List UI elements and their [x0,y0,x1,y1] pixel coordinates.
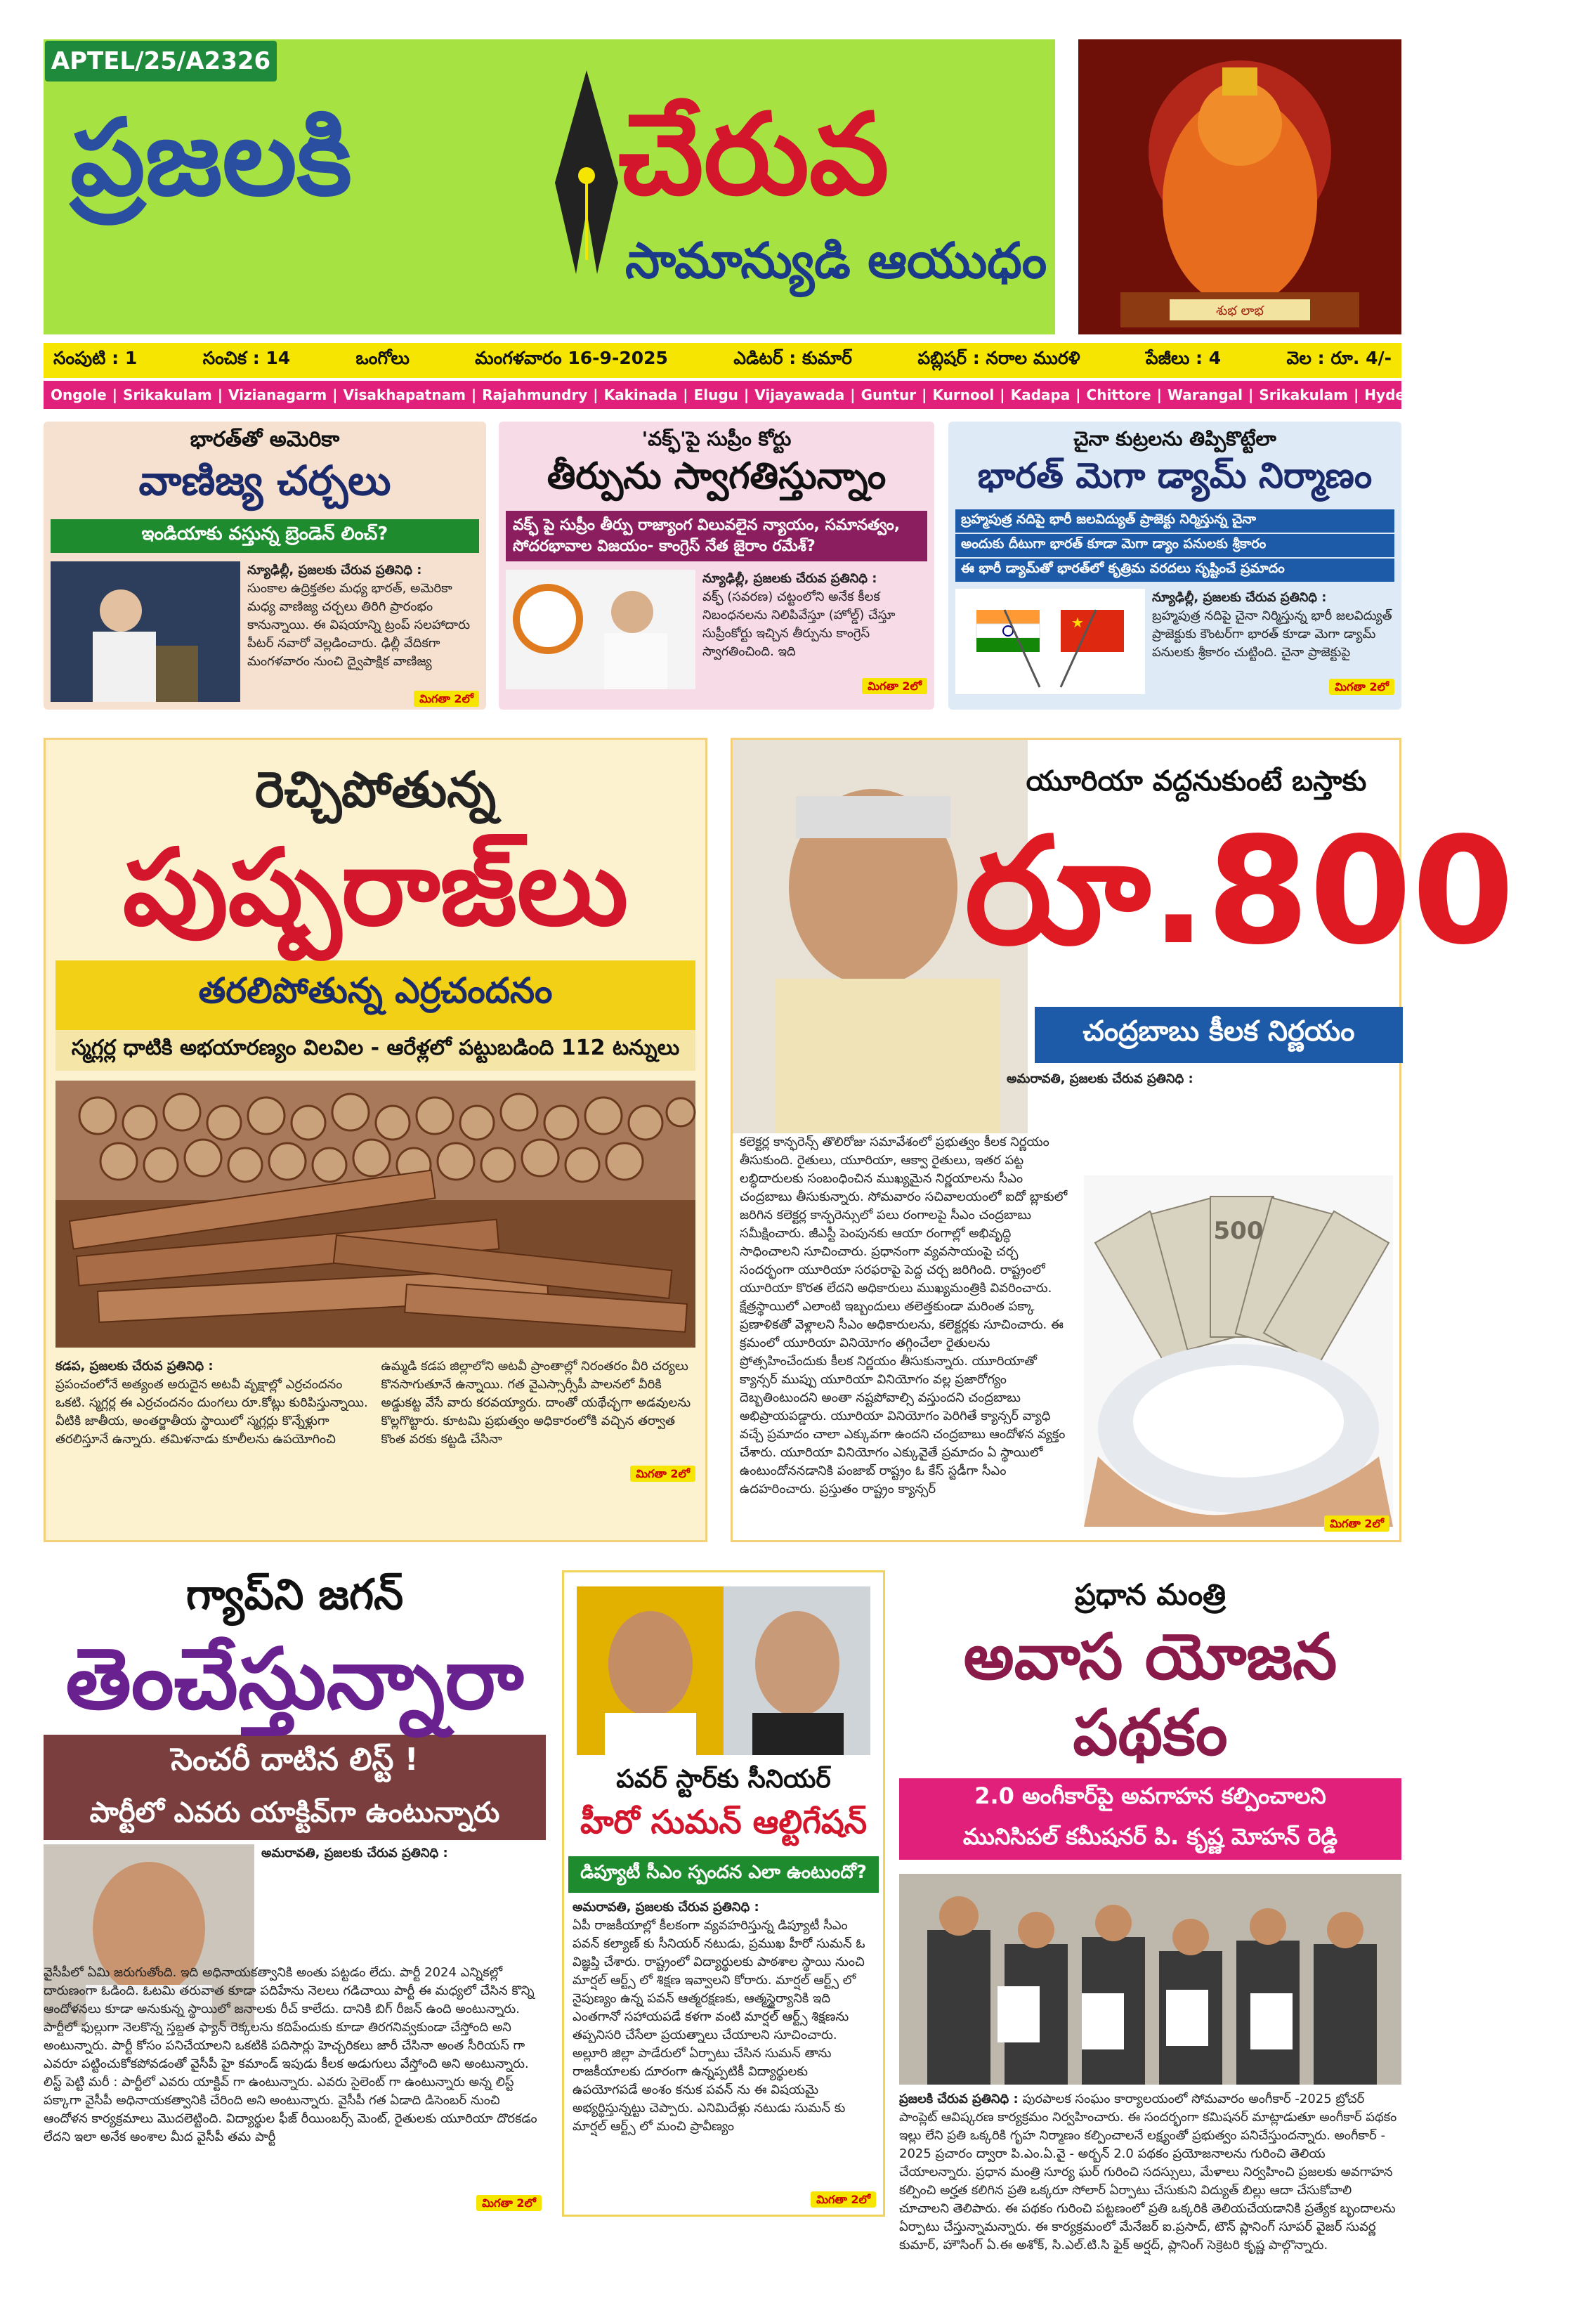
story-band-1: సెంచరీ దాటిన లిస్ట్ ! [44,1735,546,1792]
modi-photo [51,561,240,702]
continued-tag: మిగతా 2లో [476,2195,542,2211]
story-kicker: గ్యాప్‌ని జగన్ [185,1570,404,1619]
city-separator: | [1075,386,1081,403]
story-band: ఇండియాకు వస్తున్న బ్రెండెన్ లించ్? [51,519,479,553]
story-body-left: ప్రపంచంలోనే అత్యంత అరుదైన అటవీ వృక్షాల్లో ఎర్రచందనం ఒకటి. స్మగ్లర్ల ఈ ఎర్రచందనం దుంగలు రూ.కోట్లు కురిపిస్తున్నాయి. వీటికి జాతీయ, అంతర్జాతీయ స్థాయిలో స్మగ్లర్లు కొన్నేళ్లుగా తరలిస్తూనే ఉన్నారు. తమిళనాడు కూలీలను ఉపయోగించి [55,1377,368,1447]
pen-nib-icon [548,70,625,274]
continued-tag: మిగతా 2లో [414,691,479,707]
city-item: Visakhapatnam [343,386,466,403]
story-headline: హీరో సుమన్ ఆల్టిగేషన్ [580,1803,867,1841]
city-item: Kakinada [603,386,678,403]
registration-number: APTEL/25/A2326 [45,41,277,82]
city-editions-bar [44,381,1596,409]
city-separator: | [743,386,750,403]
story-body-right: ఉమ్మడి కడప జిల్లాలోని అటవీ ప్రాంతాల్లో నిరంతరం వీరి చర్యలు కొనసాగుతూనే ఉన్నాయి. గత వైఎస్సార్సీపీ పాలనలో వీరికి అడ్డుకట్ట వేసే వారు కరవయ్యారు. దాంతో యథేచ్ఛగా అడవులను కొల్లగొట్టారు. కూటమి ప్రభుత్వం అధికారంలోకి వచ్చిన తర్వాత కొంత వరకు కట్టడి చేసినా [381,1359,691,1447]
story-band-1: బ్రహ్మపుత్ర నదిపై భారీ జలవిద్యుత్ ప్రాజెక్టు నిర్మిస్తున్న చైనా [955,509,1394,533]
ganesha-image [1078,39,1401,334]
story-trade-talks [44,422,486,710]
story-band: తరలిపోతున్న ఎర్రచందనం [55,960,695,1030]
money-urea-photo [1084,1175,1393,1527]
city-item: Rajahmundry [482,386,588,403]
story-kicker: పవర్ స్టార్‌కు సీనియర్ [616,1765,831,1794]
story-band-2: పార్టీలో ఎవరు యాక్టివ్‌గా ఉంటున్నారు [44,1792,546,1840]
story-headline: భారత్ మెగా డ్యామ్ నిర్మాణం [977,455,1373,496]
continued-tag: మిగతా 2లో [811,2191,876,2208]
price: వెల : రూ. 4/- [1286,348,1392,368]
city-item: Kurnool [932,386,995,403]
continued-tag: మిగతా 2లో [630,1466,695,1482]
story-kicker: చైనా కుట్రలను తిప్పికొట్టేలా [1073,427,1276,450]
story-body: సుంకాల ఉద్రిక్తతల మధ్య భారత్, అమెరికా మధ్య వాణిజ్య చర్చలు తిరిగి ప్రారంభం కానున్నాయి. ఈ విషయాన్ని ట్రంప్ సలహాదారు పీటర్ నవారో వెల్లడించారు. ఢిల్లీ వేదికగా మంగళవారం నుంచి ద్వైపాక్షిక వాణిజ్య [247,581,471,669]
story-urea [731,738,1515,1542]
city-separator: | [471,386,477,403]
story-byline: న్యూఢిల్లీ, ప్రజలకు చేరువ ప్రతినిధి : [702,571,877,586]
continued-tag: మిగతా 2లో [1324,1515,1389,1532]
city-separator: | [850,386,856,403]
story-headline: పుష్పరాజ్‌లు [122,827,629,949]
city-item: Warangal [1167,386,1243,403]
city-separator: | [1000,386,1005,403]
story-byline: న్యూఢిల్లీ, ప్రజలకు చేరువ ప్రతినిధి : [247,563,422,578]
story-byline: కడప, ప్రజలకు చేరువ ప్రతినిధి : [55,1359,214,1374]
city-item: Ongole [51,386,107,403]
issue: సంచిక : 14 [202,348,291,368]
city-separator: | [217,386,223,403]
story-body: వైసీపీలో ఏమి జరుగుతోంది. ఇది అధినాయకత్వానికి అంతు పట్టడం లేదు. పార్టీ 2024 ఎన్నికల్లో దారుణంగా ఓడింది. ఓటమి తరువాత కూడా పదిహేను నెలలు గడిచాయి పార్టీ ఈ మధ్యలో చేసిన కొన్ని ఆందోళనలు కూడా అనుకున్న స్థాయిలో జనాలకు రీచ్ కాలేదు. దానికి బిగ్ రీజన్ ఉంది అంటున్నారు. పార్టీలో ఫుల్లుగా నెలకొన్న స్తబ్దత ఫ్యాన్ రెక్కలను కదిపేందుకు కూడా తిరగనివ్వకుండా చేస్తోంది అని అంటున్నారు. పార్టీ కోసం పనిచేయాలని ఒకటికి పదిసార్లు హెచ్చరికలు జారీ చేసినా అంత సీరియస్ గా ఎవరూ పట్టించుకోకపోవడంతో వైసీపీ హై కమాండ్ ఇపుడు కీలక అడుగులు వేస్తోంది అని అంటున్నారు. లిస్ట్ పెట్టి మరీ : పార్టీలో ఎవరు యాక్టివ్ గా ఉంటున్నారు. ఎవరు సైలెంట్ గా ఉంటున్నారు అన్న లిస్ట్ పక్కాగా వైసీపీ అధినాయకత్వానికి చేరింది అని అంటున్నారు. వైసీపీ గత ఏడాది డిసెంబర్ నుంచి ఆందోళన కార్యక్రమాలు మొదలెట్టింది. విద్యార్థుల ఫీజ్ రీయింబర్స్ మెంట్, రైతులకు యూరియా దొరకడం లేదని ఇలా అనేక అంశాల మీద వైసీపీ తమ పార్టీ [44,1965,537,2144]
story-band: వక్ఫ్ పై సుప్రీం తీర్పు రాజ్యాంగ విలువలైన న్యాయం, సమానత్వం, సోదరభావాల విజయం- కాంగ్రెస్ నేత జైరాం రమేశ్? [506,511,927,561]
story-headline: రూ.800 [964,805,1515,977]
story-subhead: స్మగ్లర్ల ధాటికి అభయారణ్యం విలవిల - ఆరేళ్లలో పట్టుబడింది 112 టన్నులు [55,1030,695,1071]
story-waqf [499,422,934,710]
newspaper-title-left: ప్రజలకి [70,97,352,219]
issue-info-bar [44,343,1401,378]
pages: పేజీలు : 4 [1145,348,1222,368]
story-byline: ప్రజలకి చేరువ ప్రతినిధి : [899,2092,1019,2106]
story-kicker: భారత్‌తో అమెరికా [190,427,340,452]
editor: ఎడిటర్ : కుమార్ [733,348,853,368]
india-china-flags-image [955,589,1145,694]
story-body: ఏపీ రాజకీయాల్లో కీలకంగా వ్యవహరిస్తున్న డిప్యూటీ సీఎం పవన్ కల్యాణ్ కు సీనియర్ నటుడు, ప్రముఖ హీరో సుమన్ ఓ విజ్ఞప్తి చేశారు. రాష్ట్రంలో విద్యార్థులకు పాఠశాల స్థాయి నుంచి మార్షల్ ఆర్ట్స్ లో శిక్షణ ఇవ్వాలని కోరారు. మార్షల్ ఆర్ట్స్ లో నైపుణ్యం ఉన్న పవన్ ఆత్మరక్షణకు, ఆత్మస్థైర్యానికి ఇది ఎంతగానో సహాయపడే కళగా వంటి మార్షల్ ఆర్ట్స్ శిక్షణను తప్పనిసరి చేసేలా ప్రయత్నాలు చేయాలని సూచించారు. అల్లూరి జిల్లా పాడేరులో ఏర్పాటు చేసిన సుమన్ తాను రాజకీయాలకు దూరంగా ఉన్నప్పటికీ విద్యార్థులకు ఉపయోగపడే అంశం కనుక పవన్ ను ఈ విషయమై అభ్యర్థిస్తున్నట్టు చెప్పారు. ఎనిమిదేళ్లు నటుడు సుమన్ కు మార్షల్ ఆర్ట్స్ లో మంచి ప్రావీణ్యం [573,1918,865,2134]
city-item: Guntur [861,386,917,403]
date: మంగళవారం 16-9-2025 [475,348,668,368]
svg-text:★: ★ [1071,614,1084,631]
city-item: Chittore [1086,386,1151,403]
story-band-3: ఈ భారీ డ్యామ్‌తో భారత్‌లో కృత్రిమ వరదలు సృష్టించే ప్రమాదం [955,559,1394,582]
story-jagan [44,1570,546,2217]
newspaper-tagline: సామాన్యుడి ఆయుధం [625,232,1047,289]
city-separator: | [683,386,688,403]
newspaper-title-right: చేరువ [618,89,889,220]
story-byline: అమరావతి, ప్రజలకు చేరువ ప్రతినిధి : [573,1900,759,1915]
story-band-2: అందుకు దీటుగా భారత్ కూడా మెగా డ్యాం పనులకు శ్రీకారం [955,534,1394,557]
continued-tag: మిగతా 2లో [1329,679,1394,695]
story-band: చంద్రబాబు కీలక నిర్ణయం [1035,1007,1403,1063]
city-item: Elugu [693,386,738,403]
story-byline: న్యూఢిల్లీ, ప్రజలకు చేరువ ప్రతినిధి : [1152,590,1327,605]
story-band-1: 2.0 అంగీకార్‌పై అవగాహన కల్పించాలని [899,1778,1401,1819]
story-headline: తెంచేస్తున్నారా [65,1631,524,1728]
city-item: Vijayawada [754,386,845,403]
banknote-label: 500 [1213,1217,1264,1245]
story-byline: అమరావతి, ప్రజలకు చేరువ ప్రతినిధి : [1007,1071,1193,1086]
story-suman [562,1570,885,2217]
city-item: Srikakulam [1259,386,1348,403]
story-body: కలెక్టర్ల కాన్ఫరెన్స్ తొలిరోజు సమావేశంలో ప్రభుత్వం కీలక నిర్ణయం తీసుకుంది. రైతులు, యూరియా, ఆక్వా రైతులు, ఇతర పట్ట లబ్ధిదారులకు సంబంధించిన ముఖ్యమైన నిర్ణయాలను సీఎం చంద్రబాబు తీసుకున్నారు. సోమవారం సచివాలయంలో ఐదో బ్లాకులో జరిగిన కలెక్టర్ల కాన్ఫరెన్సులో పలు రంగాలపై సీఎం చంద్రబాబు సమీక్షించారు. జీఎస్టీ పెంపునకు ఆయా రంగాల్లో అభివృద్ధి సాధించాలని సూచించారు. ప్రధానంగా వ్యవసాయంపై చర్చ సందర్భంగా యూరియా సరఫరాపై పెద్ద చర్చ జరిగింది. రాష్ట్రంలో యూరియా కొరత లేదని అధికారులు ముఖ్యమంత్రికి వివరించారు. క్షేత్రస్థాయిలో ఎలాంటి ఇబ్బందులు తలెత్తకుండా మరింత పక్కా ప్రణాళికతో వెళ్లాలని సీఎం అధికారులను, కలెక్టర్లకు సూచించారు. ఈ క్రమంలో యూరియా వినియోగం తగ్గించేలా రైతులను ప్రోత్సహించేందుకు కీలక నిర్ణయం తీసుకున్నారు. యూరియాతో క్యాన్సర్ ముప్పు యూరియా వినియోగం వల్ల ప్రజారోగ్యం దెబ్బతింటుందని అంతా నష్టపోవాల్సి వస్తుందని చంద్రబాబు అభిప్రాయపడ్డారు. యూరియా వినియోగం పెరిగితే క్యాన్సర్ వ్యాధి వచ్చే ప్రమాదం చాలా ఎక్కువగా ఉందని చంద్రబాబు ఆందోళన వ్యక్తం చేశారు. యూరియా వినియోగం ఎక్కువైతే ప్రమాదం ఏ స్థాయిలో ఉంటుందోననడానికి పంజాబ్ రాష్ట్రం ఓ కేస్ స్టడీగా సీఎం ఉదహరించారు. ప్రస్తుతం రాష్ట్రం క్యాన్సర్ [740,1135,1068,1497]
story-band-2: మునిసిపల్ కమీషనర్ పి. కృష్ణ మోహన్ రెడ్డి [899,1819,1401,1860]
city-separator: | [1353,386,1359,403]
jairam-ramesh-photo [506,570,695,689]
story-headline: వాణిజ్య చర్చలు [138,457,391,504]
publisher: పబ్లిషర్ : నరాల మురళి [917,348,1080,368]
city-separator: | [593,386,598,403]
logo-text: శుభ లాభ [1216,304,1264,318]
city-separator: | [1248,386,1254,403]
story-body: పురపాలక సంఘం కార్యాలయంలో సోమవారం అంగీకార్ -2025 బ్రోచర్ పాంప్లెట్ ఆవిష్కరణ కార్యక్రమం నిర్వహించారు. ఈ సందర్భంగా కమిషనర్ మాట్లాడుతూ అంగీకార్ పథకం ఇల్లు లేని ప్రతి ఒక్కరికి గృహ నిర్మాణం కల్పించాలనే లక్ష్యంతో ప్రభుత్వం పనిచేస్తుందన్నారు. అంగీకార్ - 2025 ప్రచారం ద్వారా పి.ఎం.ఏ.వై - అర్బన్ 2.0 పథకం ప్రయోజనాలను గురించి తెలియ చేయాలన్నారు. ప్రధాన మంత్రి సూర్య ఘర్ గురించి సదస్సులు, మేళాలు నిర్వహించి ప్రజలకు అవగాహన కల్పించి అర్హత కలిగిన ప్రతి ఒక్కరూ సోలార్ ఏర్పాటు చేసుకుని విద్యుత్ బిల్లు ఆదా చేసుకోవాలి చూచాలని తెలిపారు. ఈ పథకం గురించి పట్టణంలో ప్రతి ఒక్కరికి తెలియచేయడానికి ప్రత్యేక బృందాలను ఏర్పాటు చేస్తున్నామన్నారు. ఈ కార్యక్రమంలో మేనేజర్ ఐ.ప్రసాద్, టౌన్ ప్లానింగ్ సూపర్ వైజర్ సువర్ణ కుమార్, హౌసింగ్ ఏ.ఈ అశోక్, సి.ఎల్.టి.సి ఫైక్ అర్షద్, ప్లానింగ్ సెక్రెటరి కృష్ణ పాల్గొన్నారు. [899,2092,1397,2253]
city-separator: | [332,386,338,403]
story-headline: అవాస యోజన పథకం [963,1620,1337,1770]
story-band: డిప్యూటీ సీఎం స్పందన ఎలా ఉంటుందో? [568,1856,879,1893]
city-separator: | [1456,386,1462,403]
story-body: వక్ఫ్ (సవరణ) చట్టంలోని అనేక కీలక నిబంధనలను నిలిపివేస్తూ (హోల్డ్) చేస్తూ సుప్రీంకోర్టు ఇచ్చిన తీర్పును కాంగ్రెస్ స్వాగతించింది. ఇది [702,589,896,659]
story-body: బ్రహ్మపుత్ర నదిపై చైనా నిర్మిస్తున్న భారీ జలవిద్యుత్ ప్రాజెక్టుకు కౌంటర్‌గా భారత్ కూడా మెగా డ్యామ్ పనులకు శ్రీకారం చుట్టింది. చైనా ప్రాజెక్టుపై [1152,608,1392,660]
place: ఒంగోలు [355,348,410,368]
story-kicker: 'వక్ఫ్'పై సుప్రీం కోర్టు [641,427,792,450]
brochure-launch-photo [899,1874,1401,2085]
story-mega-dam [948,422,1401,710]
story-headline: తీర్పును స్వాగతిస్తున్నాం [547,455,887,497]
city-item: Kadapa [1010,386,1071,403]
city-separator: | [922,386,927,403]
continued-tag: మిగతా 2లో [862,678,927,694]
story-kicker: ప్రధాన మంత్రి [1075,1577,1226,1612]
story-red-sanders [44,738,707,1542]
story-kicker: యూరియా వద్దనుకుంటే బస్తాకు [1026,765,1367,797]
story-byline: అమరావతి, ప్రజలకు చేరువ ప్రతినిధి : [261,1846,448,1860]
city-item: Mehabubanagar [1467,386,1596,403]
story-kicker: రెచ్చిపోతున్న [254,761,497,819]
red-sanders-logs-photo [55,1081,695,1348]
city-item: Hyderabad [1364,386,1451,403]
city-separator: | [112,386,118,403]
story-awas-yojana [899,1570,1401,2253]
city-item: Vizianagarm [228,386,327,403]
volume: సంపుటి : 1 [53,348,138,368]
city-separator: | [1156,386,1162,403]
city-item: Srikakulam [123,386,212,403]
suman-pawan-photo [577,1586,870,1755]
